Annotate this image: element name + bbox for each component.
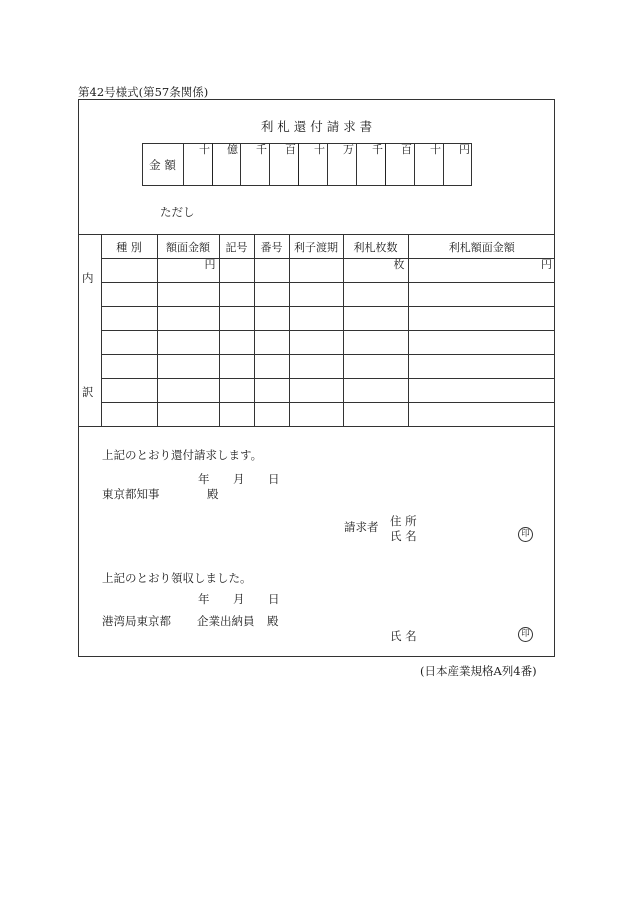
table-row (78, 307, 555, 331)
cell[interactable] (289, 283, 343, 307)
name-label: 氏 名 (390, 529, 417, 543)
header-interest-date: 利子渡期 (289, 235, 343, 259)
table-row (78, 283, 555, 307)
request-date-month: 月 (233, 472, 245, 486)
address-label: 住 所 (390, 514, 417, 528)
cell[interactable] (343, 355, 408, 379)
cell[interactable] (343, 379, 408, 403)
table-row (78, 403, 555, 427)
cell[interactable] (219, 355, 254, 379)
table-header-row (78, 235, 555, 259)
cell[interactable] (101, 379, 157, 403)
cell-coupon-count[interactable]: 枚 (343, 259, 408, 283)
cell-coupon-amount[interactable]: 円 (408, 259, 555, 283)
cell[interactable] (101, 307, 157, 331)
cell[interactable] (254, 283, 289, 307)
request-date-day: 日 (268, 472, 280, 486)
cell[interactable] (254, 379, 289, 403)
cell[interactable] (343, 307, 408, 331)
breakdown-table (78, 234, 555, 427)
receipt-org: 港湾局東京都 (102, 614, 171, 628)
cell[interactable] (101, 355, 157, 379)
cell[interactable] (408, 379, 555, 403)
cell[interactable] (408, 355, 555, 379)
cell[interactable] (289, 331, 343, 355)
cell-symbol[interactable] (219, 259, 254, 283)
cell[interactable] (408, 307, 555, 331)
cell[interactable] (101, 403, 157, 427)
cell[interactable] (219, 403, 254, 427)
addressee-honorific: 殿 (207, 487, 219, 501)
cell-number[interactable] (254, 259, 289, 283)
cell-interest-date[interactable] (289, 259, 343, 283)
cell[interactable] (254, 403, 289, 427)
receipt-official: 企業出納員 (197, 614, 255, 628)
amount-digit-cell[interactable]: 千 (357, 143, 386, 186)
table-row (78, 355, 555, 379)
cell[interactable] (157, 283, 219, 307)
form-number-label: 第42号様式(第57条関係) (78, 85, 209, 99)
cell[interactable] (157, 307, 219, 331)
cell[interactable] (289, 403, 343, 427)
table-row (78, 331, 555, 355)
cell[interactable] (157, 403, 219, 427)
receipt-statement: 上記のとおり領収しました。 (102, 571, 252, 585)
amount-digit-cell[interactable]: 百 (386, 143, 415, 186)
receipt-honorific: 殿 (267, 614, 279, 628)
receipt-date-year: 年 (198, 592, 210, 606)
cell[interactable] (157, 379, 219, 403)
cell[interactable] (343, 331, 408, 355)
request-date-year: 年 (198, 472, 210, 486)
seal-icon: 印 (518, 527, 533, 542)
request-statement: 上記のとおり還付請求します。 (102, 448, 263, 462)
cell[interactable] (343, 283, 408, 307)
breakdown-label-bottom: 訳 (82, 385, 94, 399)
paper-size-note: (日本産業規格A列4番) (420, 664, 537, 678)
seal-icon: 印 (518, 627, 533, 642)
cell[interactable] (219, 379, 254, 403)
proviso-label: ただし (160, 205, 195, 219)
amount-digit-cell[interactable]: 千 (241, 143, 270, 186)
receipt-date-month: 月 (233, 592, 245, 606)
cell[interactable] (101, 331, 157, 355)
header-coupon-amount: 利札額面金額 (408, 235, 555, 259)
cell[interactable] (289, 379, 343, 403)
form-title: 利 札 還 付 請 求 書 (260, 119, 373, 134)
cell[interactable] (289, 307, 343, 331)
cell[interactable] (343, 403, 408, 427)
cell[interactable] (157, 355, 219, 379)
header-symbol: 記号 (219, 235, 254, 259)
amount-digit-cell[interactable]: 十 (415, 143, 444, 186)
cell-type[interactable] (101, 259, 157, 283)
table-row (78, 379, 555, 403)
addressee: 東京都知事 (102, 487, 160, 501)
amount-digit-cell[interactable]: 万 (328, 143, 357, 186)
breakdown-label-top: 内 (82, 271, 94, 285)
amount-digit-cell[interactable]: 億 (213, 143, 241, 186)
cell[interactable] (408, 283, 555, 307)
amount-digit-cell[interactable]: 円 (459, 143, 470, 156)
header-coupon-count: 利札枚数 (343, 235, 408, 259)
header-face-value: 額面金額 (157, 235, 219, 259)
cell[interactable] (254, 307, 289, 331)
receipt-date-day: 日 (268, 592, 280, 606)
cell-face-value[interactable]: 円 (157, 259, 219, 283)
amount-digit-cell[interactable]: 十 (184, 143, 213, 186)
cell[interactable] (408, 331, 555, 355)
amount-digit-cell[interactable]: 百 (270, 143, 299, 186)
cell[interactable] (254, 355, 289, 379)
cell[interactable] (408, 403, 555, 427)
header-type: 種 別 (101, 235, 157, 259)
requester-label: 請求者 (344, 520, 379, 534)
receipt-name-label: 氏 名 (390, 629, 417, 643)
header-number: 番号 (254, 235, 289, 259)
cell[interactable] (219, 331, 254, 355)
cell[interactable] (219, 283, 254, 307)
amount-digit-cell[interactable]: 十 (299, 143, 328, 186)
cell[interactable] (219, 307, 254, 331)
cell[interactable] (101, 283, 157, 307)
cell[interactable] (157, 331, 219, 355)
amount-label: 金 額 (142, 143, 184, 186)
cell[interactable] (254, 331, 289, 355)
table-row (78, 259, 555, 283)
cell[interactable] (289, 355, 343, 379)
